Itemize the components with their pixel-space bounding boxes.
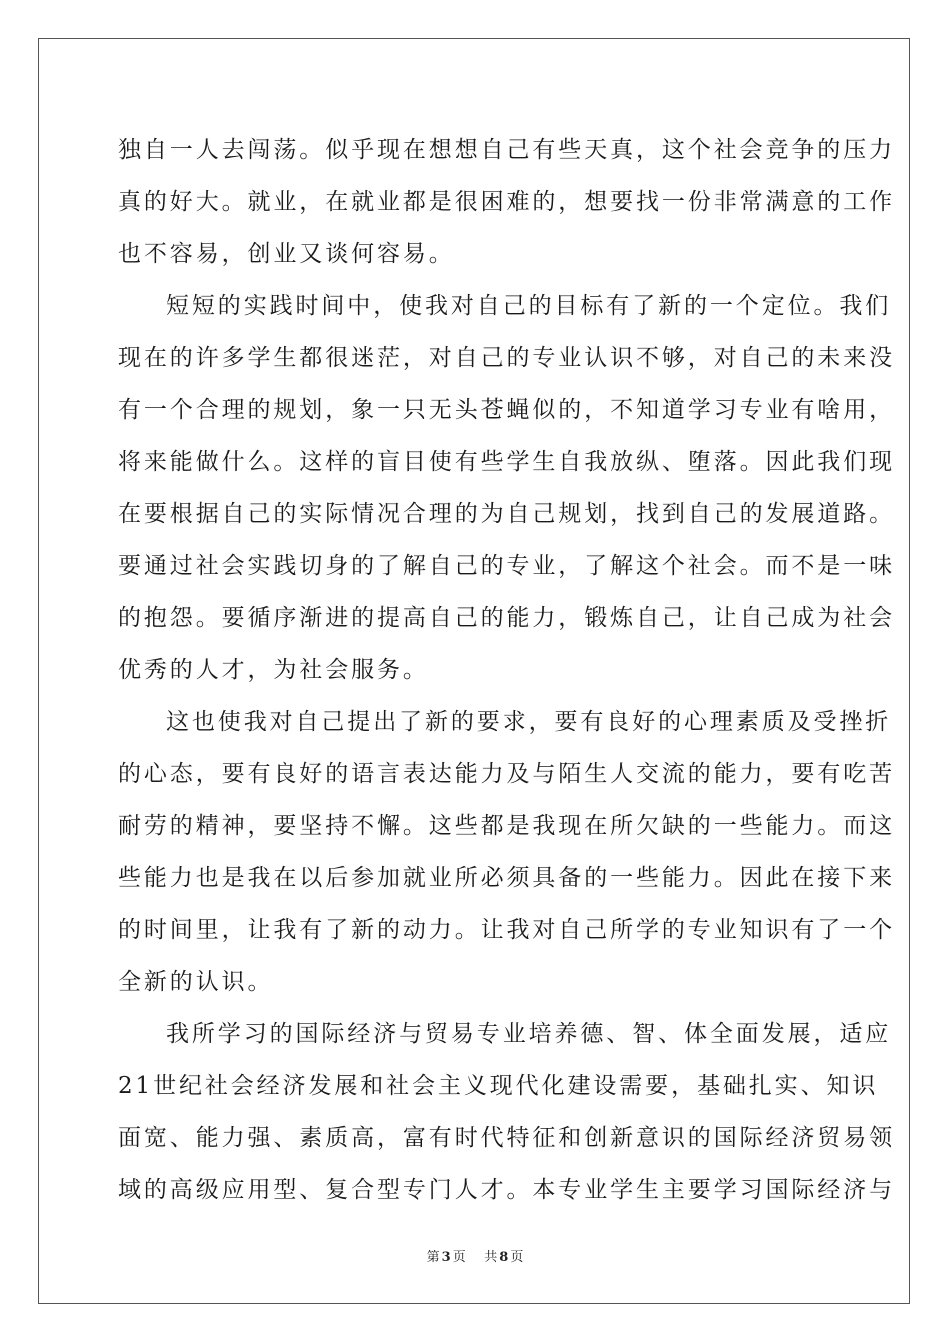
text-line: 全新的认识。 bbox=[118, 969, 274, 995]
text-line: 的心态，要有良好的语言表达能力及与陌生人交流的能力，要有吃苦 bbox=[118, 761, 895, 787]
page-footer bbox=[0, 1246, 950, 1265]
text-line: 些能力也是我在以后参加就业所必须具备的一些能力。因此在接下来 bbox=[118, 865, 895, 891]
text-line: 面宽、能力强、素质高，富有时代特征和创新意识的国际经济贸易领 bbox=[118, 1125, 895, 1151]
document-body bbox=[118, 124, 895, 1216]
total-prefix: 共 bbox=[484, 1250, 498, 1265]
text-line: 这也使我对自己提出了新的要求，要有良好的心理素质及受挫折 bbox=[166, 709, 892, 735]
text-line: 将来能做什么。这样的盲目使有些学生自我放纵、堕落。因此我们现 bbox=[118, 449, 895, 475]
page-prefix: 第 bbox=[426, 1250, 440, 1265]
text-line: 有一个合理的规划，象一只无头苍蝇似的，不知道学习专业有啥用， bbox=[118, 397, 895, 423]
text-line: 也不容易，创业又谈何容易。 bbox=[118, 241, 455, 267]
text-line: 要通过社会实践切身的了解自己的专业，了解这个社会。而不是一味 bbox=[118, 553, 895, 579]
text-line: 优秀的人才，为社会服务。 bbox=[118, 657, 429, 683]
text-line: 真的好大。就业，在就业都是很困难的，想要找一份非常满意的工作 bbox=[118, 189, 895, 215]
text-line: 现在的许多学生都很迷茫，对自己的专业认识不够，对自己的未来没 bbox=[118, 345, 895, 371]
text-line: 21世纪社会经济发展和社会主义现代化建设需要，基础扎实、知识 bbox=[118, 1073, 879, 1099]
text-line: 耐劳的精神，要坚持不懈。这些都是我现在所欠缺的一些能力。而这 bbox=[118, 813, 895, 839]
text-line: 在要根据自己的实际情况合理的为自己规划，找到自己的发展道路。 bbox=[118, 501, 895, 527]
text-line: 的抱怨。要循序渐进的提高自己的能力，锻炼自己，让自己成为社会 bbox=[118, 605, 895, 631]
text-line: 域的高级应用型、复合型专门人才。本专业学生主要学习国际经济与 bbox=[118, 1177, 895, 1203]
total-page-count: 8 bbox=[499, 1250, 509, 1265]
page-suffix: 页 bbox=[452, 1250, 466, 1265]
text-line: 独自一人去闯荡。似乎现在想想自己有些天真，这个社会竞争的压力 bbox=[118, 137, 895, 163]
total-suffix: 页 bbox=[510, 1250, 524, 1265]
current-page-number: 3 bbox=[441, 1250, 451, 1265]
text-line: 的时间里，让我有了新的动力。让我对自己所学的专业知识有了一个 bbox=[118, 917, 895, 943]
text-line: 我所学习的国际经济与贸易专业培养德、智、体全面发展，适应 bbox=[166, 1021, 892, 1047]
text-line: 短短的实践时间中，使我对自己的目标有了新的一个定位。我们 bbox=[166, 293, 892, 319]
